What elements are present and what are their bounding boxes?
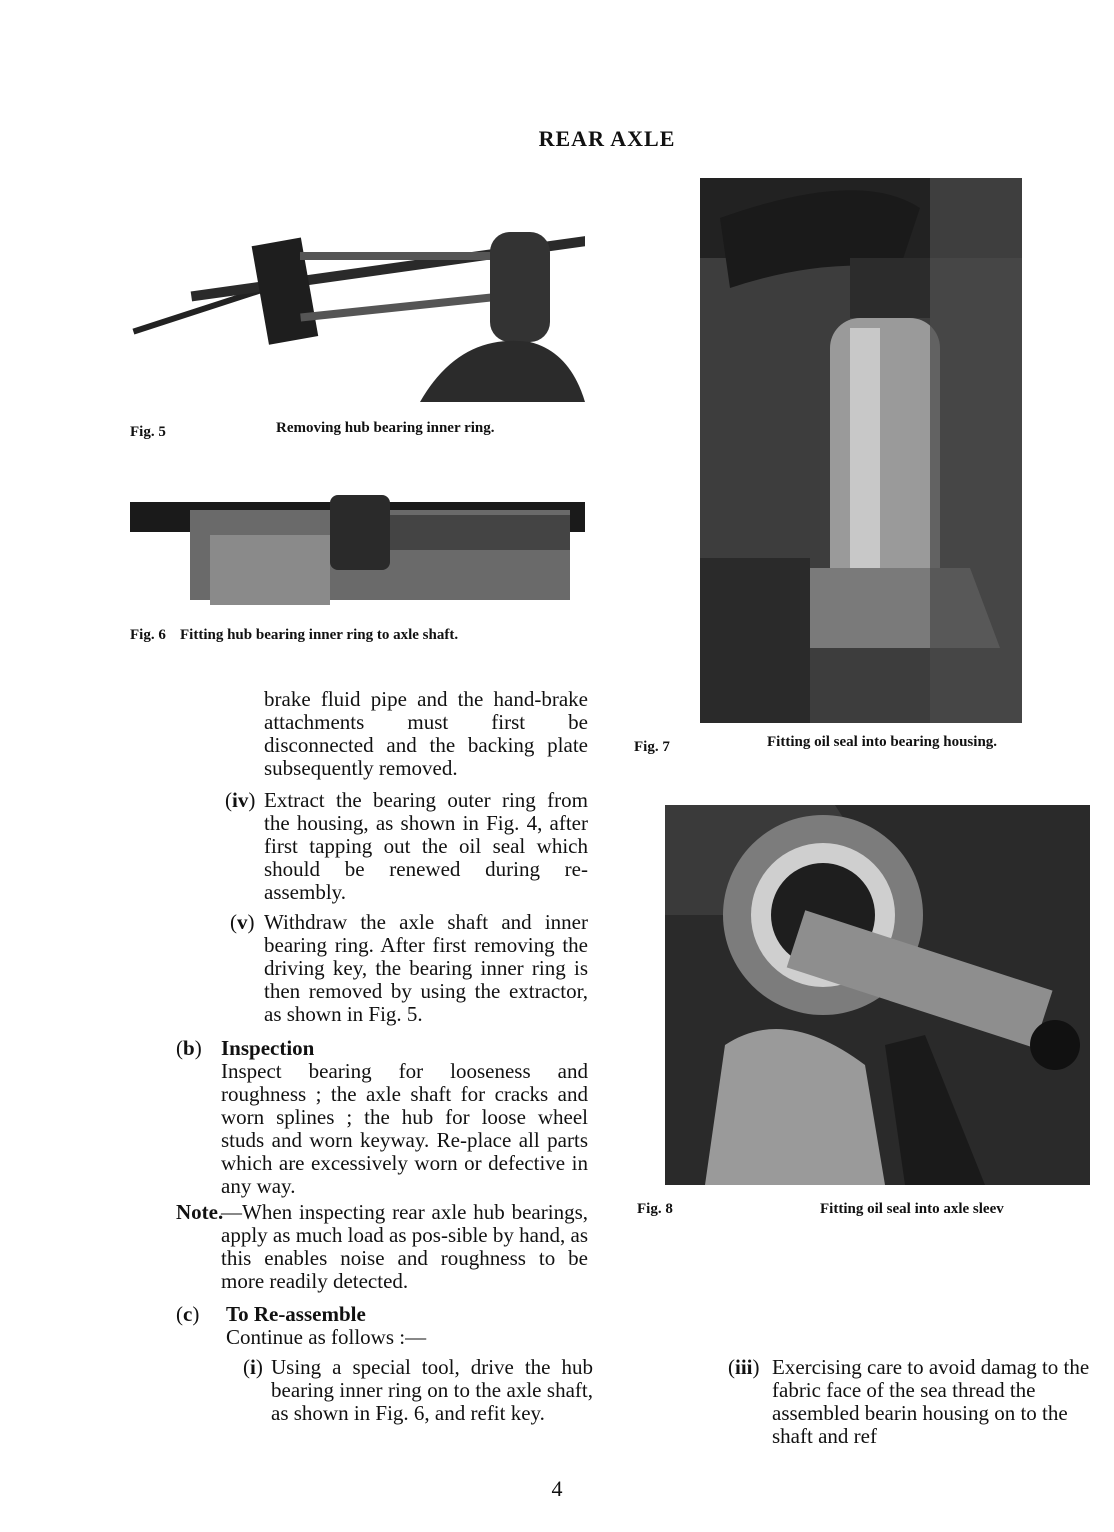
step-i-text: Using a special tool, drive the hub bearing inner ring on to the axle shaft, as shown in Fig. 6, and refit key.	[271, 1355, 593, 1425]
step-i-marker: (i)	[243, 1355, 263, 1379]
section-c-marker: (c)	[176, 1302, 200, 1326]
bearing-housing-photo	[700, 178, 1022, 723]
figure-8-caption: Fitting oil seal into axle sleev	[820, 1201, 1004, 1217]
figure-7-label: Fig. 7	[634, 739, 670, 755]
axle-sleeve-photo	[665, 805, 1090, 1185]
figure-7-photo	[700, 178, 1022, 723]
reassemble-heading: To Re-assemble	[226, 1302, 366, 1326]
figure-5-label: Fig. 5	[130, 424, 166, 440]
note-label: Note.	[176, 1200, 224, 1224]
step-v-text: Withdraw the axle shaft and inner bearing ring. After first removing the driving key, the bearing inner ring is then removed by using the extractor, as shown in Fig. 5.	[264, 910, 588, 1026]
step-iii-text: Exercising care to avoid damag to the fabric face of the sea thread the assembled bearin housing on to the shaft and ref	[772, 1355, 1090, 1448]
inspection-text: Inspect bearing for looseness and roughness ; the axle shaft for cracks and worn splines ; the hub for loose wheel studs and worn keyway. Re-place all parts which are excessively worn or defective in any way.	[221, 1059, 588, 1198]
figure-6-label: Fig. 6	[130, 627, 166, 643]
reassemble-text: Continue as follows :—	[226, 1325, 427, 1349]
hub-fitting-photo	[130, 490, 585, 605]
section-b-marker: (b)	[176, 1036, 202, 1060]
figure-7-caption: Fitting oil seal into bearing housing.	[767, 734, 998, 750]
note-text: —When inspecting rear axle hub bearings, apply as much load as pos-sible by hand, as this enables noise and roughness to be more readily detected.	[221, 1200, 588, 1293]
figure-6-photo	[130, 490, 585, 605]
figure-8-label: Fig. 8	[637, 1201, 673, 1217]
figure-5-photo	[130, 212, 585, 402]
figure-5-caption: Removing hub bearing inner ring.	[276, 420, 495, 436]
figure-8-photo	[665, 805, 1090, 1185]
intro-paragraph: brake fluid pipe and the hand-brake attachments must first be disconnected and the backing plate subsequently removed.	[264, 687, 588, 780]
step-iv-marker: (iv)	[225, 788, 256, 812]
page-number: 4	[551, 1476, 563, 1501]
hub-extractor-photo	[130, 212, 585, 402]
page-title: REAR AXLE	[538, 126, 676, 151]
inspection-heading: Inspection	[221, 1036, 315, 1060]
step-iv-text: Extract the bearing outer ring from the housing, as shown in Fig. 4, after first tapping out the oil seal which should be renewed during re-assembly.	[264, 788, 588, 904]
step-v-marker: (v)	[230, 910, 255, 934]
step-iii-marker: (iii)	[728, 1355, 760, 1379]
figure-6-caption: Fitting hub bearing inner ring to axle shaft.	[180, 627, 459, 643]
